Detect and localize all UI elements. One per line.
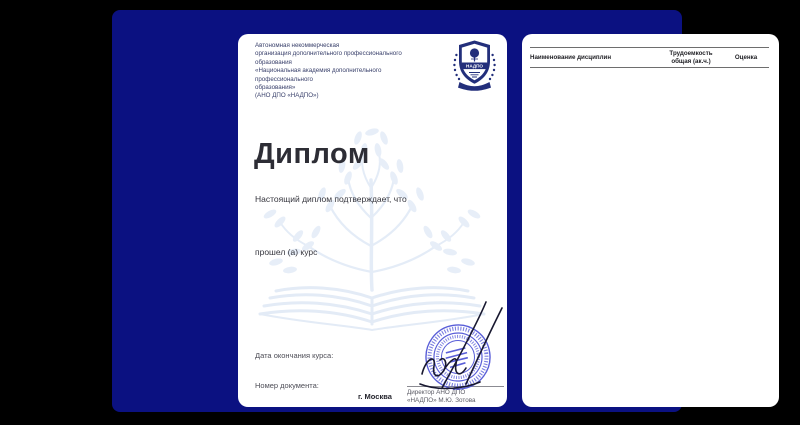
org-line: (АНО ДПО «НАДПО»)	[255, 92, 319, 100]
organization-name-block	[255, 42, 433, 101]
diploma-right-page	[522, 34, 779, 407]
logo-acronym-text: НАДПО	[466, 63, 483, 69]
diploma-title: Диплом	[254, 138, 370, 170]
diploma-left-page	[238, 34, 507, 407]
document-number-label: Номер документа:	[255, 381, 319, 390]
column-header-grade: Оценка	[734, 54, 758, 61]
disciplines-table-header	[530, 47, 769, 68]
org-line: «Национальная академия дополнительного профессионального	[255, 67, 382, 83]
org-line: Автономная некоммерческая	[255, 42, 340, 49]
director-caption-line: «НАДПО» М.Ю. Зотова	[407, 397, 476, 404]
column-header-workload	[659, 50, 723, 64]
city-label: г. Москва	[358, 392, 392, 401]
director-caption-line: Директор АНО ДПО	[407, 389, 466, 396]
org-line: организация дополнительного профессионального образования	[255, 50, 402, 66]
column-header-workload-line: Трудоемкость	[669, 50, 713, 58]
column-header-discipline: Наименование дисциплин	[530, 54, 612, 61]
column-header-workload-line: общая (ак.ч.)	[671, 57, 711, 65]
nadpo-emblem-logo	[451, 38, 498, 92]
director-signature	[414, 296, 510, 394]
org-line: образования»	[255, 84, 296, 92]
course-completed-line: прошел (а) курс	[255, 247, 318, 257]
diploma-cover-background	[112, 10, 758, 412]
confirmation-statement: Настоящий диплом подтверждает, что	[255, 194, 407, 204]
course-end-date-label: Дата окончания курса:	[255, 351, 334, 360]
